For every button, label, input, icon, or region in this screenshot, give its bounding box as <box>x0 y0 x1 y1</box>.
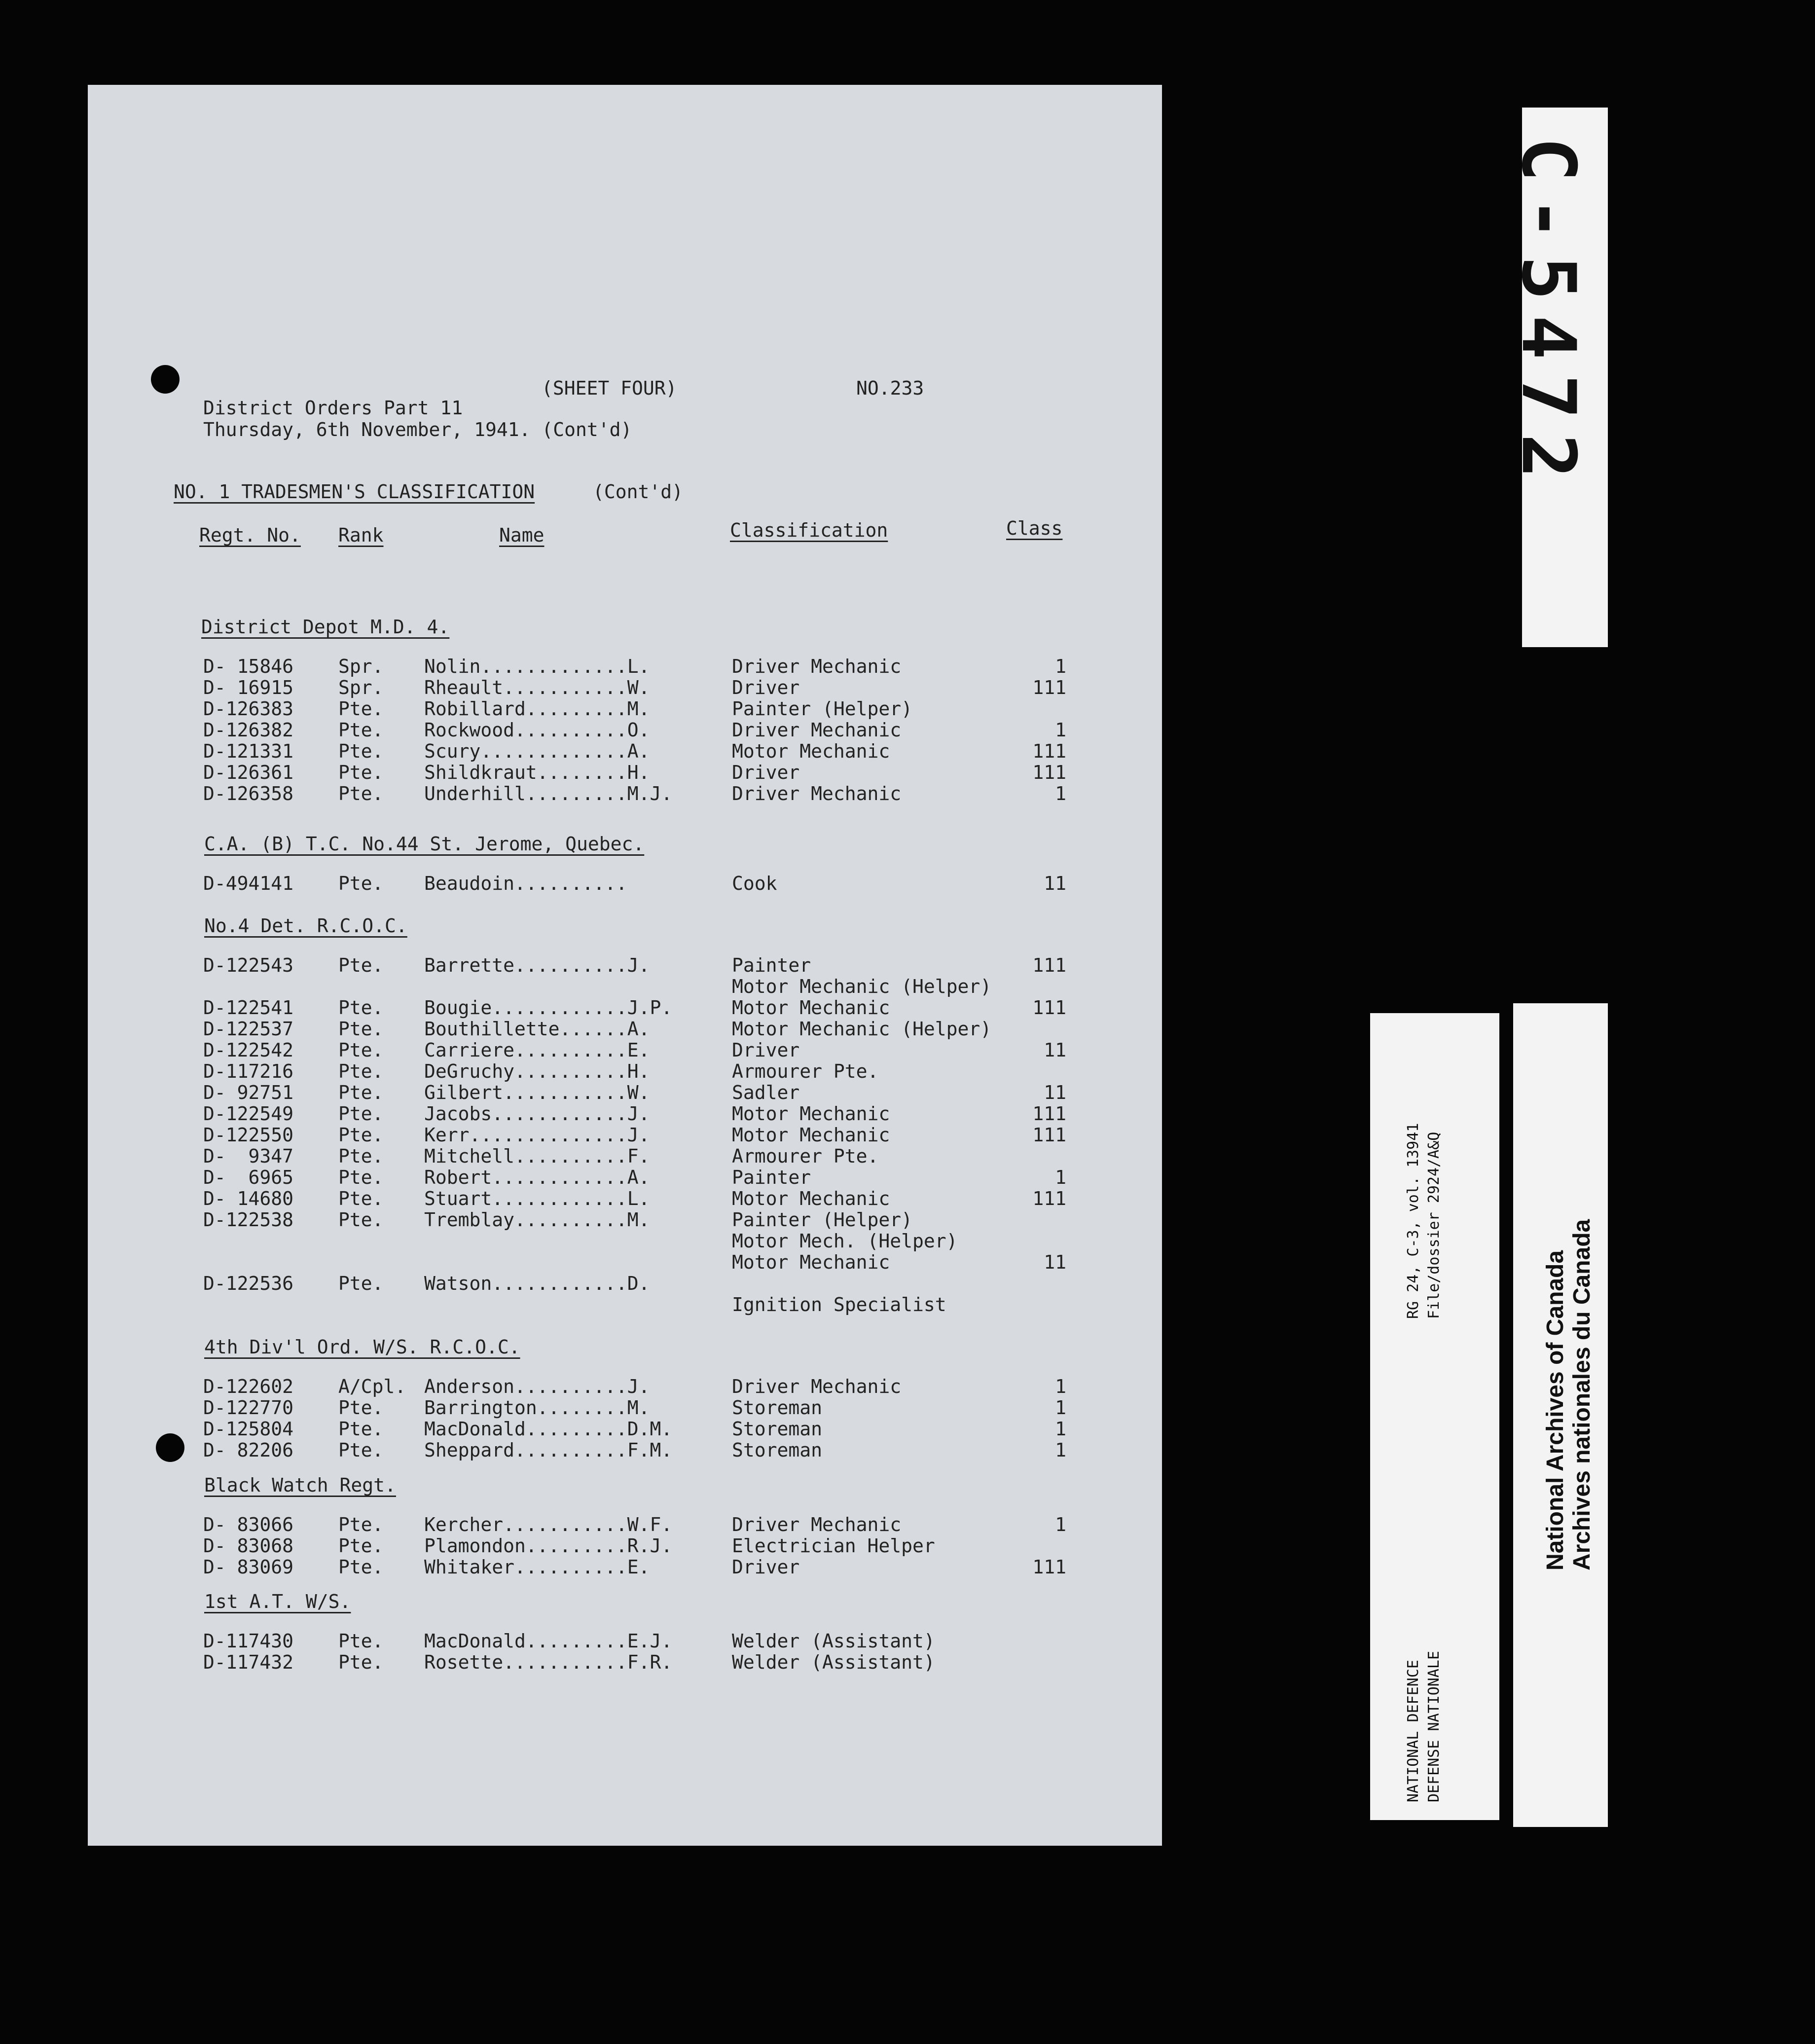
row-name: Beaudoin.......... <box>424 873 627 894</box>
section-title: NO. 1 TRADESMEN'S CLASSIFICATION <box>174 481 535 503</box>
row-name: Rosette...........F.R. <box>424 1651 673 1673</box>
row-rank: Pte. <box>338 1188 384 1209</box>
row-classification: Electrician Helper <box>732 1535 935 1557</box>
row-name: Kerr..............J. <box>424 1124 650 1146</box>
row-name: Carriere..........E. <box>424 1039 650 1061</box>
rg-reference: RG 24, C-3, vol. 13941 <box>1405 1123 1422 1319</box>
row-regt-no: D- 9347 <box>203 1145 294 1167</box>
archives-fr: Archives nationales du Canada <box>1569 1219 1595 1570</box>
row-name: Anderson..........J. <box>424 1376 650 1397</box>
row-class: 111 <box>1032 1188 1066 1209</box>
row-classification: Armourer Pte. <box>732 1145 879 1167</box>
row-rank: Pte. <box>338 740 384 762</box>
row-name: Bouthillette......A. <box>424 1018 650 1040</box>
row-name: MacDonald.........D.M. <box>424 1418 673 1440</box>
row-regt-no: D-117430 <box>203 1630 294 1652</box>
row-regt-no: D- 82206 <box>203 1439 294 1461</box>
row-classification: Painter <box>732 1167 811 1188</box>
row-classification: Storeman <box>732 1439 823 1461</box>
row-regt-no: D- 16915 <box>203 677 294 698</box>
row-rank: Pte. <box>338 719 384 741</box>
row-rank: Pte. <box>338 954 384 976</box>
row-class: 1 <box>1055 1397 1066 1419</box>
row-classification: Welder (Assistant) <box>732 1630 935 1652</box>
row-rank: A/Cpl. <box>338 1376 406 1397</box>
row-class: 1 <box>1055 1167 1066 1188</box>
row-classification: Motor Mechanic <box>732 1103 890 1125</box>
row-class: 111 <box>1032 677 1066 698</box>
unit-title: 4th Div'l Ord. W/S. R.C.O.C. <box>204 1336 520 1358</box>
row-rank: Pte. <box>338 1418 384 1440</box>
row-name: Robillard.........M. <box>424 698 650 720</box>
row-classification: Motor Mechanic <box>732 997 890 1019</box>
row-class: 111 <box>1032 762 1066 783</box>
section-cont: (Cont'd) <box>593 481 684 503</box>
row-classification: Driver Mechanic <box>732 783 902 804</box>
row-classification: Painter (Helper) <box>732 1209 913 1231</box>
punch-hole-top <box>151 365 180 394</box>
row-classification: Motor Mechanic <box>732 1251 890 1273</box>
row-classification: Driver <box>732 677 800 698</box>
row-rank: Pte. <box>338 1439 384 1461</box>
row-class: 111 <box>1032 997 1066 1019</box>
document-sheet <box>88 85 1162 1846</box>
column-class: Class <box>1006 517 1063 539</box>
row-regt-no: D-122537 <box>203 1018 294 1040</box>
defence-en: NATIONAL DEFENCE <box>1405 1660 1422 1802</box>
row-rank: Pte. <box>338 1039 384 1061</box>
frame-number-label <box>1505 108 1608 647</box>
row-classification: Driver <box>732 1556 800 1578</box>
row-class: 1 <box>1055 1418 1066 1440</box>
row-rank: Pte. <box>338 1145 384 1167</box>
column-classification: Classification <box>730 519 888 541</box>
unit-title: No.4 Det. R.C.O.C. <box>204 915 407 937</box>
row-rank: Pte. <box>338 1514 384 1535</box>
row-name: Barrette..........J. <box>424 954 650 976</box>
row-name: DeGruchy..........H. <box>424 1060 650 1082</box>
row-classification: Cook <box>732 873 777 894</box>
row-regt-no: D-126383 <box>203 698 294 720</box>
row-classification: Driver Mechanic <box>732 1514 902 1535</box>
row-name: Rheault...........W. <box>424 677 650 698</box>
row-regt-no: D-122543 <box>203 954 294 976</box>
row-rank: Pte. <box>338 1018 384 1040</box>
unit-title: 1st A.T. W/S. <box>204 1591 351 1612</box>
unit-title: Black Watch Regt. <box>204 1474 396 1496</box>
row-rank: Pte. <box>338 698 384 720</box>
row-class: 111 <box>1032 1556 1066 1578</box>
row-name: Bougie............J.P. <box>424 997 673 1019</box>
row-rank: Pte. <box>338 762 384 783</box>
district-orders-label: District Orders Part 11 <box>203 397 463 419</box>
row-class: 1 <box>1055 1514 1066 1535</box>
row-regt-no: D-121331 <box>203 740 294 762</box>
row-classification: Driver <box>732 762 800 783</box>
row-name: Jacobs............J. <box>424 1103 650 1125</box>
row-classification: Driver Mechanic <box>732 656 902 677</box>
row-rank: Pte. <box>338 783 384 804</box>
row-rank: Pte. <box>338 997 384 1019</box>
row-rank: Pte. <box>338 1082 384 1103</box>
unit-title: District Depot M.D. 4. <box>201 616 450 638</box>
row-name: Kercher...........W.F. <box>424 1514 673 1535</box>
row-classification: Motor Mechanic <box>732 740 890 762</box>
row-classification: Sadler <box>732 1082 800 1103</box>
row-rank: Pte. <box>338 1651 384 1673</box>
row-rank: Pte. <box>338 1209 384 1231</box>
row-name: Barrington........M. <box>424 1397 650 1419</box>
row-regt-no: D- 15846 <box>203 656 294 677</box>
row-name: Gilbert...........W. <box>424 1082 650 1103</box>
row-classification: Motor Mech. (Helper) <box>732 1230 958 1252</box>
row-regt-no: D- 83069 <box>203 1556 294 1578</box>
row-rank: Pte. <box>338 1556 384 1578</box>
row-name: Nolin.............L. <box>424 656 650 677</box>
row-classification: Motor Mechanic (Helper) <box>732 1018 992 1040</box>
row-regt-no: D-122549 <box>203 1103 294 1125</box>
row-name: Whitaker..........E. <box>424 1556 650 1578</box>
row-class: 1 <box>1055 656 1066 677</box>
row-classification: Painter <box>732 954 811 976</box>
row-regt-no: D-117432 <box>203 1651 294 1673</box>
defence-fr: DEFENSE NATIONALE <box>1425 1650 1443 1802</box>
row-rank: Spr. <box>338 677 384 698</box>
row-regt-no: D-126358 <box>203 783 294 804</box>
order-date: Thursday, 6th November, 1941. (Cont'd) <box>203 419 632 440</box>
archives-en: National Archives of Canada <box>1542 1250 1568 1570</box>
unit-title: C.A. (B) T.C. No.44 St. Jerome, Quebec. <box>204 833 645 855</box>
punch-hole-bottom <box>156 1433 184 1462</box>
row-rank: Pte. <box>338 1124 384 1146</box>
row-classification: Driver <box>732 1039 800 1061</box>
row-class: 11 <box>1044 1039 1066 1061</box>
row-rank: Pte. <box>338 1630 384 1652</box>
row-name: Watson............D. <box>424 1273 650 1294</box>
row-name: Underhill.........M.J. <box>424 783 673 804</box>
row-rank: Pte. <box>338 1535 384 1557</box>
row-name: Stuart............L. <box>424 1188 650 1209</box>
row-class: 111 <box>1032 1103 1066 1125</box>
row-regt-no: D-122770 <box>203 1397 294 1419</box>
row-class: 11 <box>1044 1251 1066 1273</box>
row-classification: Painter (Helper) <box>732 698 913 720</box>
row-classification: Driver Mechanic <box>732 719 902 741</box>
row-class: 111 <box>1032 954 1066 976</box>
row-name: MacDonald.........E.J. <box>424 1630 673 1652</box>
row-rank: Pte. <box>338 1103 384 1125</box>
row-regt-no: D-126382 <box>203 719 294 741</box>
row-rank: Pte. <box>338 1167 384 1188</box>
archives-label <box>1513 1003 1608 1827</box>
row-classification: Storeman <box>732 1418 823 1440</box>
sheet-label: (SHEET FOUR) <box>542 377 677 399</box>
row-class: 1 <box>1055 1439 1066 1461</box>
row-regt-no: D-122550 <box>203 1124 294 1146</box>
file-reference: File/dossier 2924/A&Q <box>1425 1132 1443 1319</box>
row-class: 111 <box>1032 1124 1066 1146</box>
row-rank: Pte. <box>338 1273 384 1294</box>
row-rank: Spr. <box>338 656 384 677</box>
row-regt-no: D-126361 <box>203 762 294 783</box>
row-classification: Motor Mechanic (Helper) <box>732 976 992 997</box>
row-classification: Motor Mechanic <box>732 1124 890 1146</box>
row-classification: Storeman <box>732 1397 823 1419</box>
row-regt-no: D-117216 <box>203 1060 294 1082</box>
frame-number: C-5472 <box>1505 137 1591 493</box>
row-rank: Pte. <box>338 1060 384 1082</box>
row-name: Rockwood..........O. <box>424 719 650 741</box>
row-name: Plamondon.........R.J. <box>424 1535 673 1557</box>
row-rank: Pte. <box>338 1397 384 1419</box>
row-name: Robert............A. <box>424 1167 650 1188</box>
row-classification: Motor Mechanic <box>732 1188 890 1209</box>
row-regt-no: D-125804 <box>203 1418 294 1440</box>
row-classification: Armourer Pte. <box>732 1060 879 1082</box>
row-name: Mitchell..........F. <box>424 1145 650 1167</box>
row-class: 1 <box>1055 783 1066 804</box>
row-name: Scury.............A. <box>424 740 650 762</box>
row-class: 111 <box>1032 740 1066 762</box>
row-class: 11 <box>1044 873 1066 894</box>
row-name: Shildkraut........H. <box>424 762 650 783</box>
row-class: 1 <box>1055 1376 1066 1397</box>
row-regt-no: D- 83068 <box>203 1535 294 1557</box>
row-class: 1 <box>1055 719 1066 741</box>
row-regt-no: D-122538 <box>203 1209 294 1231</box>
row-regt-no: D-494141 <box>203 873 294 894</box>
row-regt-no: D-122541 <box>203 997 294 1019</box>
row-classification: Welder (Assistant) <box>732 1651 935 1673</box>
column-rank: Rank <box>338 524 384 546</box>
row-class: 11 <box>1044 1082 1066 1103</box>
row-regt-no: D- 83066 <box>203 1514 294 1535</box>
row-classification: Driver Mechanic <box>732 1376 902 1397</box>
column-name: Name <box>499 524 544 546</box>
row-regt-no: D-122542 <box>203 1039 294 1061</box>
row-rank: Pte. <box>338 873 384 894</box>
row-classification: Ignition Specialist <box>732 1294 946 1315</box>
row-regt-no: D-122602 <box>203 1376 294 1397</box>
order-number: NO.233 <box>856 377 924 399</box>
row-name: Sheppard..........F.M. <box>424 1439 673 1461</box>
reference-label <box>1370 1013 1499 1820</box>
row-regt-no: D- 14680 <box>203 1188 294 1209</box>
row-regt-no: D- 6965 <box>203 1167 294 1188</box>
row-regt-no: D- 92751 <box>203 1082 294 1103</box>
column-regt-no: Regt. No. <box>199 524 301 546</box>
row-name: Tremblay..........M. <box>424 1209 650 1231</box>
row-regt-no: D-122536 <box>203 1273 294 1294</box>
